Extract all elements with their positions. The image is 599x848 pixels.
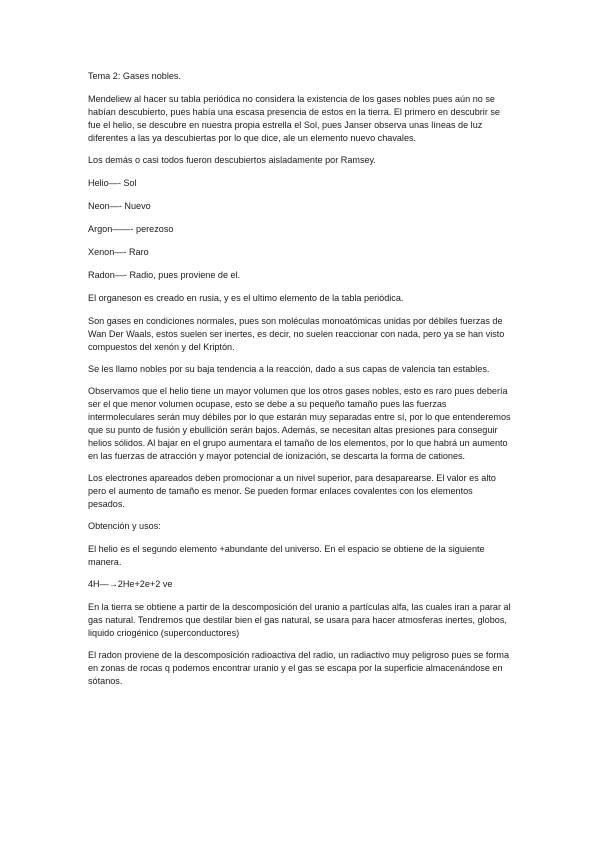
equation-fusion: 4H—→2He+2e+2 ve xyxy=(88,579,173,589)
section-heading-obtencion: Obtención y usos: xyxy=(88,521,161,531)
list-item-helio: Helio—- Sol xyxy=(88,178,137,188)
list-item-argon: Argon——- perezoso xyxy=(88,224,174,234)
list-item-xenon: Xenon—- Raro xyxy=(88,247,149,257)
document-title: Tema 2: Gases nobles. xyxy=(88,71,182,81)
paragraph-helio-volumen: Observamos que el helio tiene un mayor volumen que los otros gases nobles, esto es raro pues debería ser el que menor volumen ocupase, esto se debe a su pequeño tamaño pues las fuerzas intermoleculares serán muy débiles por lo que estarán muy separadas entre sí, por lo que entenderemos que su punto de fusión y ebullición serán bajos. Además, se necesitan altas presiones para conseguir helios sólidos. Al bajar en el grupo aumentara el tamaño de los elementos, por lo que habrá un aumento en las fuerzas de atracción y mayor potencial de ionización, se descarta la forma de cationes. xyxy=(88,386,511,461)
paragraph-condiciones: Son gases en condiciones normales, pues son moléculas monoatómicas unidas por débiles fuerzas de Wan Der Waals, estos suelen ser inertes, es decir, no suelen reaccionar con nada, pero ya se han visto compuestos del xenón y del Kriptón. xyxy=(88,316,505,352)
paragraph-nobles: Se les llamo nobles por su baja tendencia a la reacción, dado a sus capas de valencia tan estables. xyxy=(88,364,490,374)
paragraph-mendeliew: Mendeliew al hacer su tabla periódica no considera la existencia de los gases nobles pues aún no se habían descubierto, pues había una escasa presencia de estos en la tierra. El primero en descubrir se fue el helio, se descubre en nuestra propia estrella el Sol, pues Janser observa unas líneas de luz diferentes a las ya descubiertas por lo que dice, ale un elemento nuevo chavales. xyxy=(88,94,500,143)
list-item-radon: Radon—- Radio, pues proviene de el. xyxy=(88,270,241,280)
document-body xyxy=(88,70,512,697)
paragraph-tierra: En la tierra se obtiene a partir de la descomposición del uranio a partículas alfa, las cuales iran a parar al gas natural. Tendremos que destilar bien el gas natural, se usara para hacer atmosferas inertes, globos, liquido criogénico (superconductores) xyxy=(88,602,511,638)
paragraph-ramsey: Los demás o casi todos fueron descubiertos aisladamente por Ramsey. xyxy=(88,155,376,165)
paragraph-electrones: Los electrones apareados deben promocionar a un nivel superior, para desaparearse. El valor es alto pero el aumento de tamaño es menor. Se pueden formar enlaces covalentes con los elementos pesados. xyxy=(88,473,496,509)
paragraph-radon: El radon proviene de la descomposición radioactiva del radio, un radiactivo muy peligroso pues se forma en zonas de rocas q podemos encontrar uranio y el gas se escapa por la superficie almacenándose en sótanos. xyxy=(88,650,510,686)
list-item-neon: Neon—- Nuevo xyxy=(88,201,151,211)
paragraph-organeson: El organeson es creado en rusia, y es el ultimo elemento de la tabla periódica. xyxy=(88,293,404,303)
paragraph-helio-universo: El helio es el segundo elemento +abundante del universo. En el espacio se obtiene de la siguiente manera. xyxy=(88,544,485,567)
